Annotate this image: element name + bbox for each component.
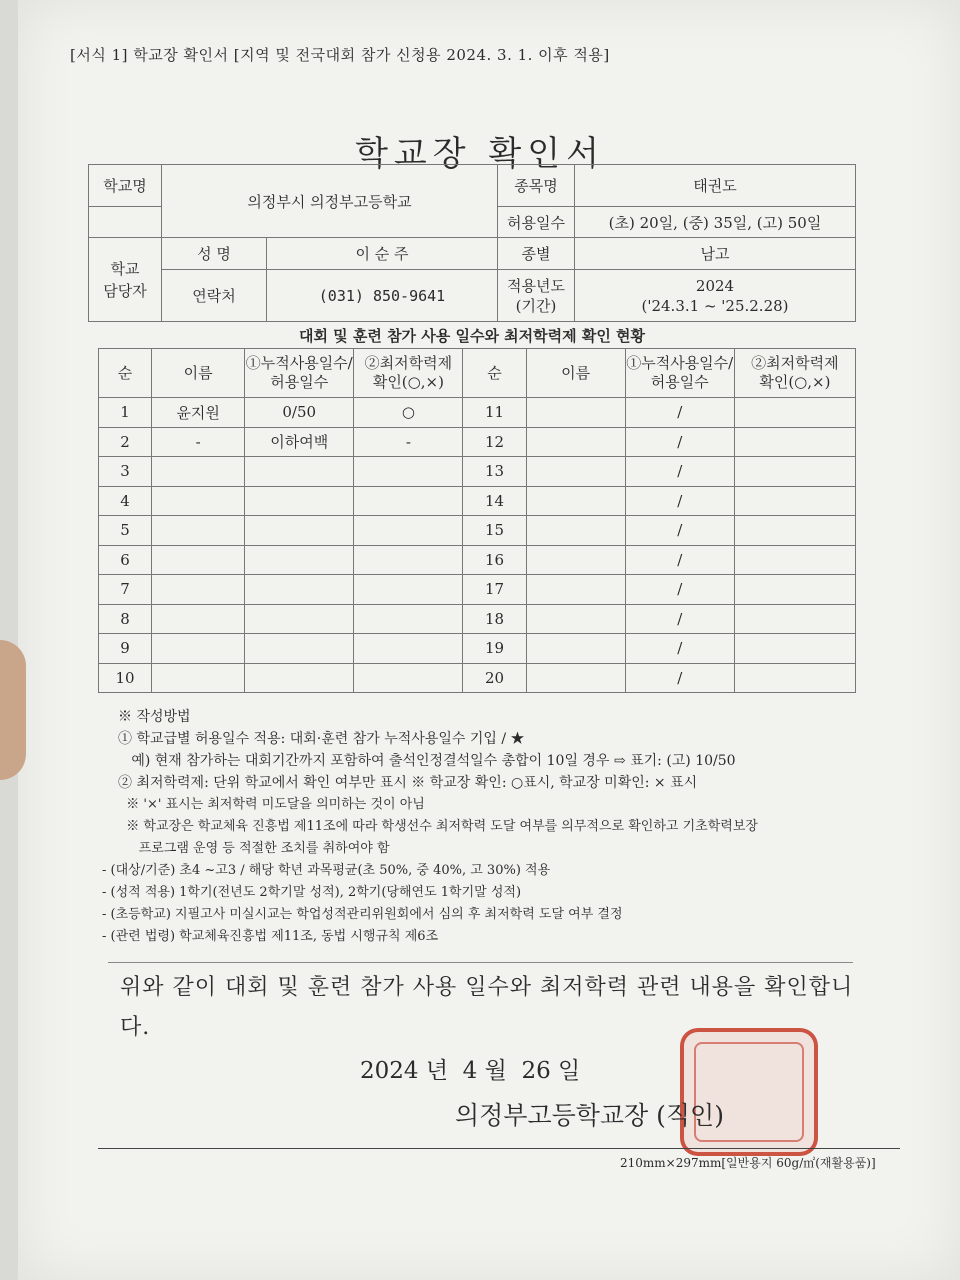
school-label: 학교명 xyxy=(89,165,162,207)
row-days xyxy=(245,545,354,575)
row-days xyxy=(245,575,354,605)
row-no: 3 xyxy=(99,457,152,487)
row-days: / xyxy=(625,663,734,693)
row-name xyxy=(152,634,245,664)
table-row xyxy=(99,486,856,516)
gender-label: 종별 xyxy=(498,238,575,270)
contact-value: (031) 850-9641 xyxy=(267,270,498,322)
row-name: - xyxy=(152,427,245,457)
header-min-2: ②최저학력제 확인(○,×) xyxy=(734,349,855,398)
note-line: - (관련 법령) 학교체육진흥법 제11조, 동법 시행규칙 제6조 xyxy=(102,929,439,944)
signature-date: 2024 년 4 월 26 일 xyxy=(360,1058,581,1084)
row-no: 9 xyxy=(99,634,152,664)
row-min xyxy=(734,486,855,516)
row-min xyxy=(354,516,463,546)
row-days: / xyxy=(625,457,734,487)
row-days: / xyxy=(625,545,734,575)
header-days-2: ①누적사용일수/ 허용일수 xyxy=(625,349,734,398)
gender-value: 남고 xyxy=(575,238,856,270)
row-no: 2 xyxy=(99,427,152,457)
table-row xyxy=(99,634,856,664)
table-row xyxy=(99,663,856,693)
row-name xyxy=(152,604,245,634)
row-min xyxy=(354,663,463,693)
year-label: 적용년도 (기간) xyxy=(498,270,575,322)
header-no: 순 xyxy=(99,349,152,398)
row-no: 6 xyxy=(99,545,152,575)
header-no-2: 순 xyxy=(463,349,526,398)
row-min xyxy=(734,604,855,634)
row-no: 20 xyxy=(463,663,526,693)
row-days xyxy=(245,457,354,487)
row-min xyxy=(354,457,463,487)
sport-label: 종목명 xyxy=(498,165,575,207)
row-no: 15 xyxy=(463,516,526,546)
table-row xyxy=(99,545,856,575)
row-min xyxy=(734,634,855,664)
row-days xyxy=(245,516,354,546)
principal-signature: 의정부고등학교장 (직인) xyxy=(455,1101,724,1130)
table-row xyxy=(99,427,856,457)
allowed-label: 허용일수 xyxy=(498,207,575,238)
row-min xyxy=(734,457,855,487)
row-name xyxy=(526,663,625,693)
header-min: ②최저학력제 확인(○,×) xyxy=(354,349,463,398)
row-days: / xyxy=(625,604,734,634)
manager-label: 학교 담당자 xyxy=(89,238,162,322)
row-name xyxy=(152,663,245,693)
note-line: 프로그램 운영 등 적절한 조치를 취하여야 함 xyxy=(118,841,390,856)
row-days: / xyxy=(625,398,734,428)
note-line: - (대상/기준) 초4 ~고3 / 해당 학년 과목평균(초 50%, 중 40%, 고 30%) 적용 xyxy=(102,863,551,878)
note-line: ※ 작성방법 xyxy=(118,709,191,725)
table-row xyxy=(99,604,856,634)
note-line: ② 최저학력제: 단위 학교에서 확인 여부만 표시 ※ 학교장 확인: ○표시, 학교장 미확인: × 표시 xyxy=(118,775,698,791)
row-days: / xyxy=(625,427,734,457)
row-no: 4 xyxy=(99,486,152,516)
year-period: ('24.3.1 ~ '25.2.28) xyxy=(641,296,789,315)
row-no: 5 xyxy=(99,516,152,546)
year-cell xyxy=(575,270,856,322)
form-header: [서식 1] 학교장 확인서 [지역 및 전국대회 참가 신청용 2024. 3. 1. 이후 적용] xyxy=(70,46,610,64)
thumb-edge xyxy=(0,640,26,780)
row-name xyxy=(526,398,625,428)
row-min xyxy=(734,516,855,546)
table-title: 대회 및 훈련 참가 사용 일수와 최저학력제 확인 현황 xyxy=(298,327,646,345)
row-no: 11 xyxy=(463,398,526,428)
row-min: ○ xyxy=(354,398,463,428)
row-no: 1 xyxy=(99,398,152,428)
row-name xyxy=(526,545,625,575)
note-line: - (초등학교) 지필고사 미실시교는 학업성적관리위원회에서 심의 후 최저학력 도달 여부 결정 xyxy=(102,907,623,922)
row-no: 16 xyxy=(463,545,526,575)
participation-table xyxy=(98,348,856,693)
header-days: ①누적사용일수/ 허용일수 xyxy=(245,349,354,398)
name-value: 이 순 주 xyxy=(267,238,498,270)
document-title: 학교장 확인서 xyxy=(355,134,605,174)
row-no: 14 xyxy=(463,486,526,516)
row-name xyxy=(526,516,625,546)
row-min: - xyxy=(354,427,463,457)
row-name xyxy=(526,486,625,516)
allowed-value: (초) 20일, (중) 35일, (고) 50일 xyxy=(575,207,856,238)
row-name xyxy=(526,457,625,487)
row-min xyxy=(734,575,855,605)
instructions xyxy=(102,706,878,948)
year-value: 2024 xyxy=(695,276,735,295)
row-min xyxy=(734,427,855,457)
note-line: ※ 학교장은 학교체육 진흥법 제11조에 따라 학생선수 최저학력 도달 여부를 의무적으로 확인하고 기초학력보장 xyxy=(118,819,758,834)
row-no: 18 xyxy=(463,604,526,634)
row-name: 윤지원 xyxy=(152,398,245,428)
header-name: 이름 xyxy=(152,349,245,398)
row-no: 7 xyxy=(99,575,152,605)
contact-label: 연락처 xyxy=(162,270,267,322)
official-seal xyxy=(680,1028,818,1156)
row-name xyxy=(152,545,245,575)
row-days: 이하여백 xyxy=(245,427,354,457)
row-name xyxy=(526,575,625,605)
row-days xyxy=(245,604,354,634)
row-days xyxy=(245,486,354,516)
divider xyxy=(108,962,853,963)
row-min xyxy=(354,634,463,664)
row-days: / xyxy=(625,486,734,516)
confirmation-text: 위와 같이 대회 및 훈련 참가 사용 일수와 최저학력 관련 내용을 확인합니다. xyxy=(120,975,854,1040)
row-no: 19 xyxy=(463,634,526,664)
table-row xyxy=(99,457,856,487)
table-row xyxy=(99,575,856,605)
row-days: / xyxy=(625,634,734,664)
row-min xyxy=(354,545,463,575)
table-row xyxy=(99,516,856,546)
note-line: - (성적 적용) 1학기(전년도 2학기말 성적), 2학기(당해연도 1학기말 성적) xyxy=(102,885,522,900)
table-row xyxy=(99,398,856,428)
row-days xyxy=(245,634,354,664)
row-min xyxy=(734,545,855,575)
info-table xyxy=(88,164,856,322)
row-name xyxy=(152,516,245,546)
row-name xyxy=(152,486,245,516)
row-no: 17 xyxy=(463,575,526,605)
header-name-2: 이름 xyxy=(526,349,625,398)
row-min xyxy=(354,575,463,605)
row-no: 12 xyxy=(463,427,526,457)
row-days: 0/50 xyxy=(245,398,354,428)
row-days xyxy=(245,663,354,693)
note-line: ※ '×' 표시는 최저학력 미도달을 의미하는 것이 아님 xyxy=(118,797,425,812)
name-label: 성 명 xyxy=(162,238,267,270)
row-days: / xyxy=(625,516,734,546)
note-line: ① 학교급별 허용일수 적용: 대회·훈련 참가 누적사용일수 기입 / ★ xyxy=(118,731,525,747)
row-min xyxy=(354,604,463,634)
row-min xyxy=(734,398,855,428)
school-value: 의정부시 의정부고등학교 xyxy=(162,165,498,238)
row-name xyxy=(526,634,625,664)
paper-spec: 210mm×297mm[일반용지 60g/㎡(재활용품)] xyxy=(620,1156,876,1170)
row-name xyxy=(152,575,245,605)
note-line: 예) 현재 참가하는 대회기간까지 포함하여 출석인정결석일수 총합이 10일 경우 ⇨ 표기: (고) 10/50 xyxy=(118,753,736,769)
footer-divider xyxy=(98,1148,900,1149)
row-no: 13 xyxy=(463,457,526,487)
row-min xyxy=(354,486,463,516)
row-min xyxy=(734,663,855,693)
row-name xyxy=(526,427,625,457)
row-name xyxy=(152,457,245,487)
sport-value: 태권도 xyxy=(575,165,856,207)
row-no: 8 xyxy=(99,604,152,634)
row-days: / xyxy=(625,575,734,605)
row-no: 10 xyxy=(99,663,152,693)
row-name xyxy=(526,604,625,634)
